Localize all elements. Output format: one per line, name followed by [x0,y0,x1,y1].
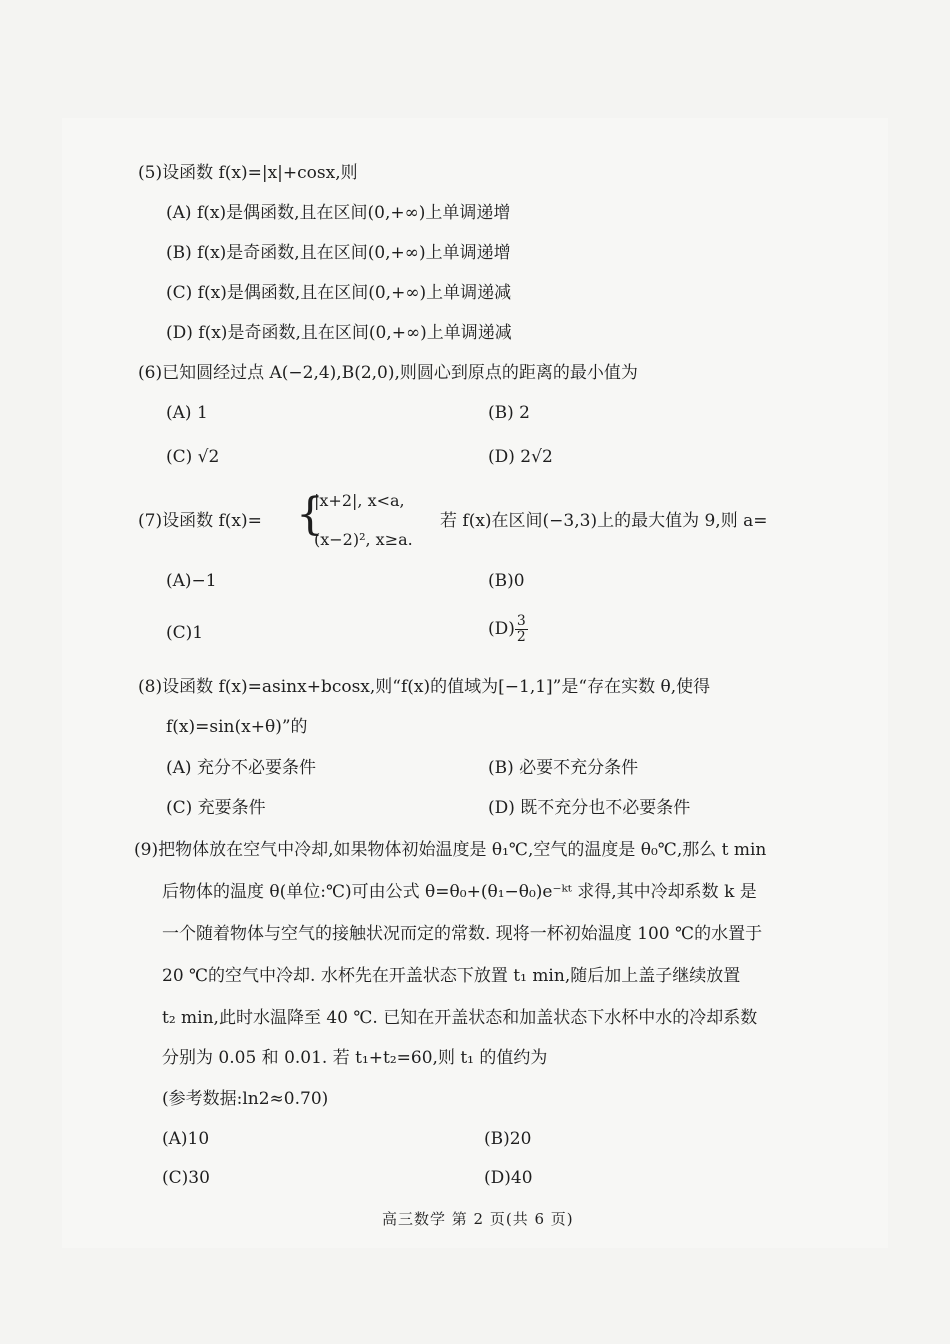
q9-line-4: 20 ℃的空气中冷却. 水杯先在开盖状态下放置 t₁ min,随后加上盖子继续放置 [162,966,741,986]
q6-stem: (6)已知圆经过点 A(−2,4),B(2,0),则圆心到原点的距离的最小值为 [138,363,638,383]
q7-option-c: (C)1 [166,623,204,643]
q7-piece-2: (x−2)², x≥a. [314,530,413,549]
q7-option-d [488,614,528,645]
q6-option-b: (B) 2 [488,403,530,423]
q5-option-a: (A) f(x)是偶函数,且在区间(0,+∞)上单调递增 [166,203,511,223]
q8-stem-line-1: (8)设函数 f(x)=asinx+bcosx,则“f(x)的值域为[−1,1]”是“存在实数 θ,使得 [138,677,711,697]
q6-option-d: (D) 2√2 [488,447,553,467]
q6-option-c: (C) √2 [166,447,220,467]
q9-line-6: 分别为 0.05 和 0.01. 若 t₁+t₂=60,则 t₁ 的值约为 [162,1048,548,1068]
q7-option-d-fraction [515,614,528,645]
q9-option-b: (B)20 [484,1129,532,1149]
q7-option-d-numerator: 3 [516,613,526,629]
q5-option-d: (D) f(x)是奇函数,且在区间(0,+∞)上单调递减 [166,323,512,343]
q8-option-b: (B) 必要不充分条件 [488,758,639,778]
page-footer: 高三数学 第 2 页(共 6 页) [382,1210,574,1228]
q7-brace: { [296,489,324,540]
q9-line-2: 后物体的温度 θ(单位:℃)可由公式 θ=θ₀+(θ₁−θ₀)e⁻ᵏᵗ 求得,其中冷却系数 k 是 [162,882,757,902]
q9-line-1: (9)把物体放在空气中冷却,如果物体初始温度是 θ₁℃,空气的温度是 θ₀℃,那么 t min [134,840,767,860]
q5-option-c: (C) f(x)是偶函数,且在区间(0,+∞)上单调递减 [166,283,512,303]
q7-stem-suffix: 若 f(x)在区间(−3,3)上的最大值为 9,则 a= [440,511,768,531]
q9-line-3: 一个随着物体与空气的接触状况而定的常数. 现将一杯初始温度 100 ℃的水置于 [162,924,763,944]
q8-option-c: (C) 充要条件 [166,798,266,818]
q5-option-b: (B) f(x)是奇函数,且在区间(0,+∞)上单调递增 [166,243,511,263]
q7-stem-prefix: (7)设函数 f(x)= [138,511,262,531]
q9-line-5: t₂ min,此时水温降至 40 ℃. 已知在开盖状态和加盖状态下水杯中水的冷却系数 [162,1008,758,1028]
q9-option-a: (A)10 [162,1129,210,1149]
q6-option-a: (A) 1 [166,403,208,423]
q7-option-d-label: (D) [488,619,515,639]
q5-stem: (5)设函数 f(x)=|x|+cosx,则 [138,163,358,183]
q8-option-d: (D) 既不充分也不必要条件 [488,798,691,818]
q8-option-a: (A) 充分不必要条件 [166,758,316,778]
q9-reference-data: (参考数据:ln2≈0.70) [162,1089,329,1109]
q9-option-d: (D)40 [484,1168,533,1188]
q7-option-b: (B)0 [488,571,525,591]
q7-option-a: (A)−1 [166,571,217,591]
q8-stem-line-2: f(x)=sin(x+θ)”的 [166,717,308,737]
q9-option-c: (C)30 [162,1168,210,1188]
q7-piece-1: |x+2|, x<a, [314,491,405,510]
q7-option-d-denominator: 2 [516,629,526,645]
